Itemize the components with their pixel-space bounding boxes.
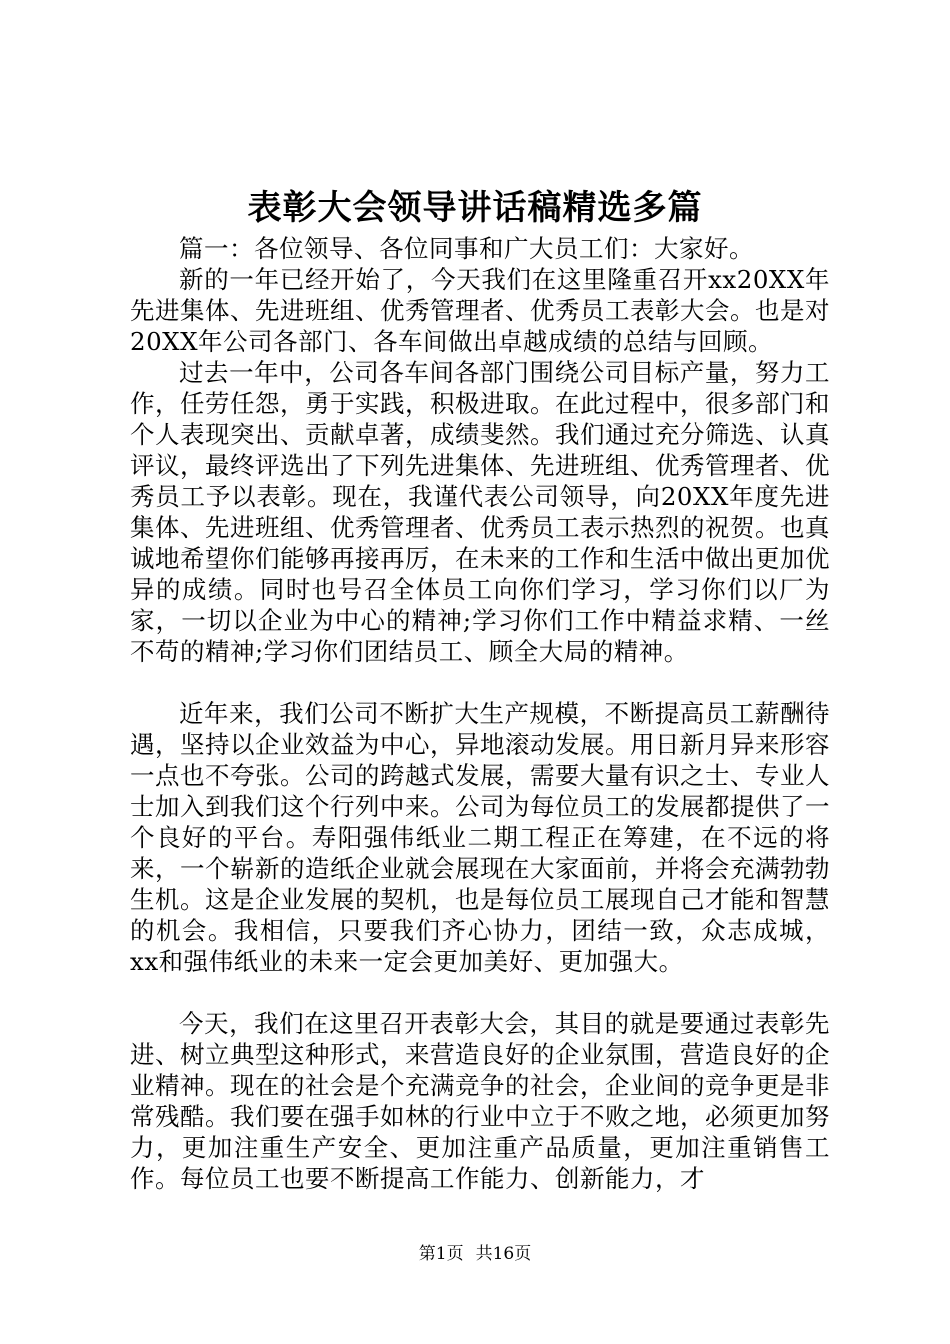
document-title: 表彰大会领导讲话稿精选多篇	[247, 188, 703, 228]
paragraph-4: 近年来，我们公司不断扩大生产规模，不断提高员工薪酬待遇，坚持以企业效益为中心，异地滚动发展。用日新月异来形容一点也不夸张。公司的跨越式发展，需要大量有识之士、专业人士加入到我们这个行列中来。公司为每位员工的发展都提供了一个良好的平台。寿阳强伟纸业二期工程正在筹建，在不远的将来，一个崭新的造纸企业就会展现在大家面前，并将会充满勃勃生机。这是企业发展的契机，也是每位员工展现自己才能和智慧的机会。我相信，只要我们齐心协力，团结一致，众志成城，xx和强伟纸业的未来一定会更加美好、更加强大。	[130, 699, 830, 976]
page-number: 第1页	[418, 1244, 464, 1264]
paragraph-2: 新的一年已经开始了，今天我们在这里隆重召开xx20XX年先进集体、先进班组、优秀管理者、优秀员工表彰大会。也是对20XX年公司各部门、各车间做出卓越成绩的总结与回顾。	[130, 265, 830, 356]
paragraph-5: 今天，我们在这里召开表彰大会，其目的就是要通过表彰先进、树立典型这种形式，来营造良好的企业氛围，营造良好的企业精神。现在的社会是个充满竞争的社会，企业间的竞争更是非常残酷。我们要在强手如林的行业中立于不败之地，必须更加努力，更加注重生产安全、更加注重产品质量，更加注重销售工作。每位员工也要不断提高工作能力、创新能力，才	[130, 1009, 830, 1193]
page-footer	[0, 1242, 950, 1266]
paragraph-3: 过去一年中，公司各车间各部门围绕公司目标产量，努力工作，任劳任怨，勇于实践，积极进取。在此过程中，很多部门和个人表现突出、贡献卓著，成绩斐然。我们通过充分筛选、认真评议，最终评选出了下列先进集体、先进班组、优秀管理者、优秀员工予以表彰。现在，我谨代表公司领导，向20XX年度先进集体、先进班组、优秀管理者、优秀员工表示热烈的祝贺。也真诚地希望你们能够再接再厉，在未来的工作和生活中做出更加优异的成绩。同时也号召全体员工向你们学习，学习你们以厂为家，一切以企业为中心的精神;学习你们工作中精益求精、一丝不苟的精神;学习你们团结员工、顾全大局的精神。	[130, 358, 830, 666]
page-total: 共16页	[475, 1244, 532, 1264]
paragraph-1: 篇一：各位领导、各位同事和广大员工们：大家好。	[179, 234, 754, 263]
document-body	[130, 233, 830, 1194]
